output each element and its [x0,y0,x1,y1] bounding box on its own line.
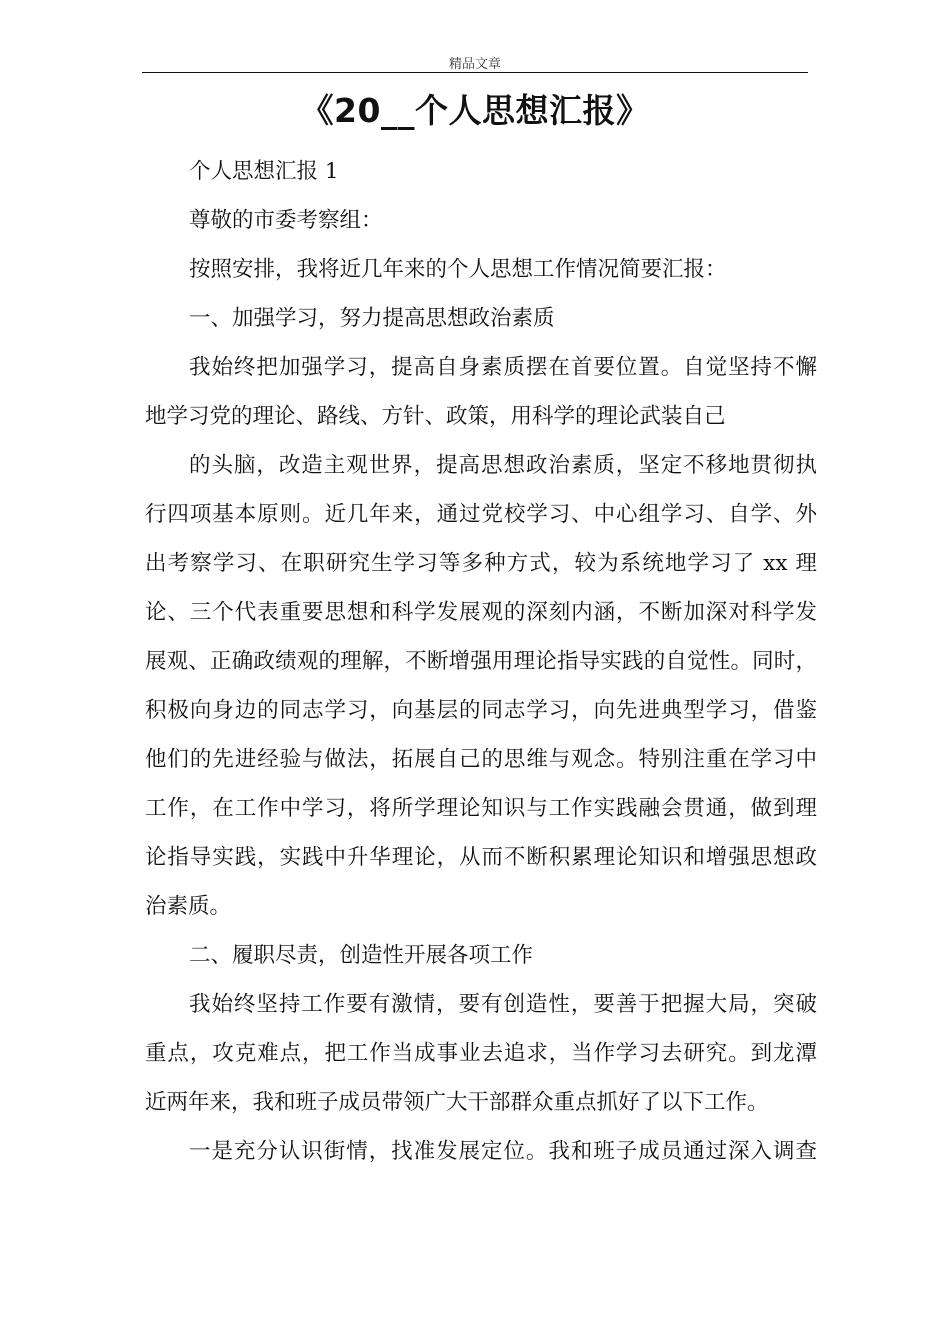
body-line: 地学习党的理论、路线、方针、政策，用科学的理论武装自己 [145,404,726,429]
body-line: 治素质。 [145,894,232,919]
body-line: 一、加强学习，努力提高思想政治素质 [189,306,555,331]
document-body [145,147,817,1176]
body-line: 积极向身边的同志学习，向基层的同志学习，向先进典型学习，借鉴 [145,698,817,723]
body-line: 我始终坚持工作要有激情，要有创造性，要善于把握大局，突破 [189,992,817,1017]
header-divider [142,72,808,73]
body-line: 我始终把加强学习，提高自身素质摆在首要位置。自觉坚持不懈 [189,355,817,380]
body-line: 个人思想汇报 1 [189,159,339,184]
body-line: 展观、正确政绩观的理解，不断增强用理论指导实践的自觉性。同时， [145,649,817,674]
body-line: 按照安排，我将近几年来的个人思想工作情况简要汇报： [189,257,727,282]
body-line: 论指导实践，实践中升华理论，从而不断积累理论知识和增强思想政 [145,845,817,870]
body-line: 重点，攻克难点，把工作当成事业去追求，当作学习去研究。到龙潭 [145,1041,817,1066]
header-label: 精品文章 [448,57,501,72]
body-line: 出考察学习、在职研究生学习等多种方式，较为系统地学习了 xx 理 [145,551,817,576]
body-line: 尊敬的市委考察组： [189,208,383,233]
body-line: 行四项基本原则。近几年来，通过党校学习、中心组学习、自学、外 [145,502,817,527]
body-line: 一是充分认识街情，找准发展定位。我和班子成员通过深入调查 [189,1139,817,1164]
body-line: 论、三个代表重要思想和科学发展观的深刻内涵，不断加深对科学发 [145,600,817,625]
body-line: 工作，在工作中学习，将所学理论知识与工作实践融会贯通，做到理 [145,796,817,821]
document-title: 《20__个人思想汇报》 [300,91,650,130]
body-line: 近两年来，我和班子成员带领广大干部群众重点抓好了以下工作。 [145,1090,769,1115]
body-line: 二、履职尽责，创造性开展各项工作 [189,943,534,968]
body-line: 他们的先进经验与做法，拓展自己的思维与观念。特别注重在学习中 [145,747,817,772]
body-line: 的头脑，改造主观世界，提高思想政治素质，坚定不移地贯彻执 [189,453,817,478]
